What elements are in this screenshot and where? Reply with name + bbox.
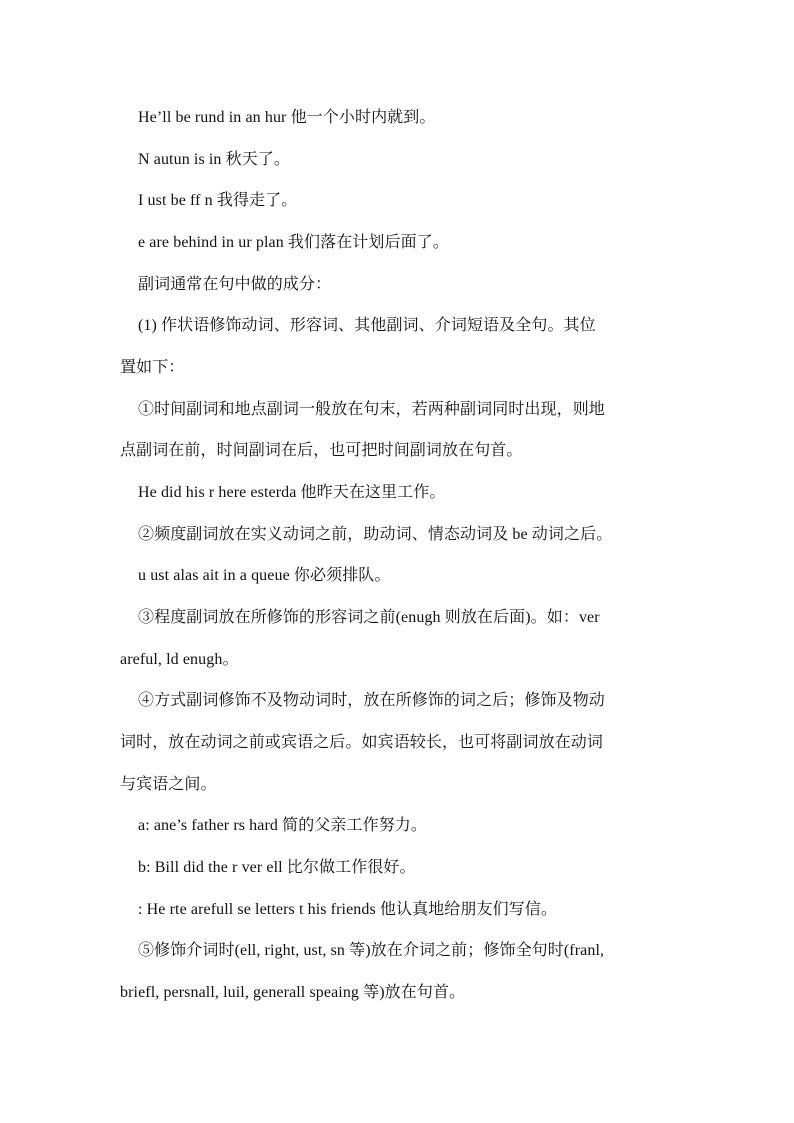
paragraph-line: ④方式副词修饰不及物动词时，放在所修饰的词之后；修饰及物动: [138, 692, 605, 709]
paragraph-line: ②频度副词放在实义动词之前，助动词、情态动词及 be 动词之后。: [138, 526, 613, 543]
example-sentence: He did his r here esterda 他昨天在这里工作。: [138, 484, 446, 501]
paragraph-line: areful, ld enugh。: [120, 651, 239, 668]
paragraph-line: (1) 作状语修饰动词、形容词、其他副词、介词短语及全句。其位: [138, 317, 596, 334]
example-sentence-3: I ust be ff n 我得走了。: [138, 192, 298, 209]
example-sentence-4: e are behind in ur plan 我们落在计划后面了。: [138, 234, 449, 251]
paragraph-line: 与宾语之间。: [120, 776, 217, 793]
paragraph-line: ⑤修饰介词时(ell, right, ust, sn 等)放在介词之前；修饰全句时(franl,: [138, 942, 605, 959]
paragraph-line: 点副词在前，时间副词在后，也可把时间副词放在句首。: [120, 442, 523, 459]
example-sentence: b: Bill did the r ver ell 比尔做工作很好。: [138, 859, 416, 876]
example-sentence-1: He’ll be rund in an hur 他一个小时内就到。: [138, 109, 436, 126]
section-heading: 副词通常在句中做的成分：: [138, 276, 332, 293]
example-sentence: : He rte arefull se letters t his friends 他认真地给朋友们写信。: [138, 901, 557, 918]
example-sentence: a: ane’s father rs hard 简的父亲工作努力。: [138, 817, 428, 834]
example-sentence-2: N autun is in 秋天了。: [138, 151, 291, 168]
paragraph-line: 词时，放在动词之前或宾语之后。如宾语较长，也可将副词放在动词: [120, 734, 604, 751]
paragraph-line: briefl, persnall, luil, generall speaing 等)放在句首。: [120, 984, 466, 1001]
example-sentence: u ust alas ait in a queue 你必须排队。: [138, 567, 391, 584]
paragraph-line: ①时间副词和地点副词一般放在句末，若两种副词同时出现，则地: [138, 401, 605, 418]
paragraph-line: ③程度副词放在所修饰的形容词之前(enugh 则放在后面)。如：ver: [138, 609, 600, 626]
paragraph-line: 置如下：: [120, 359, 185, 376]
